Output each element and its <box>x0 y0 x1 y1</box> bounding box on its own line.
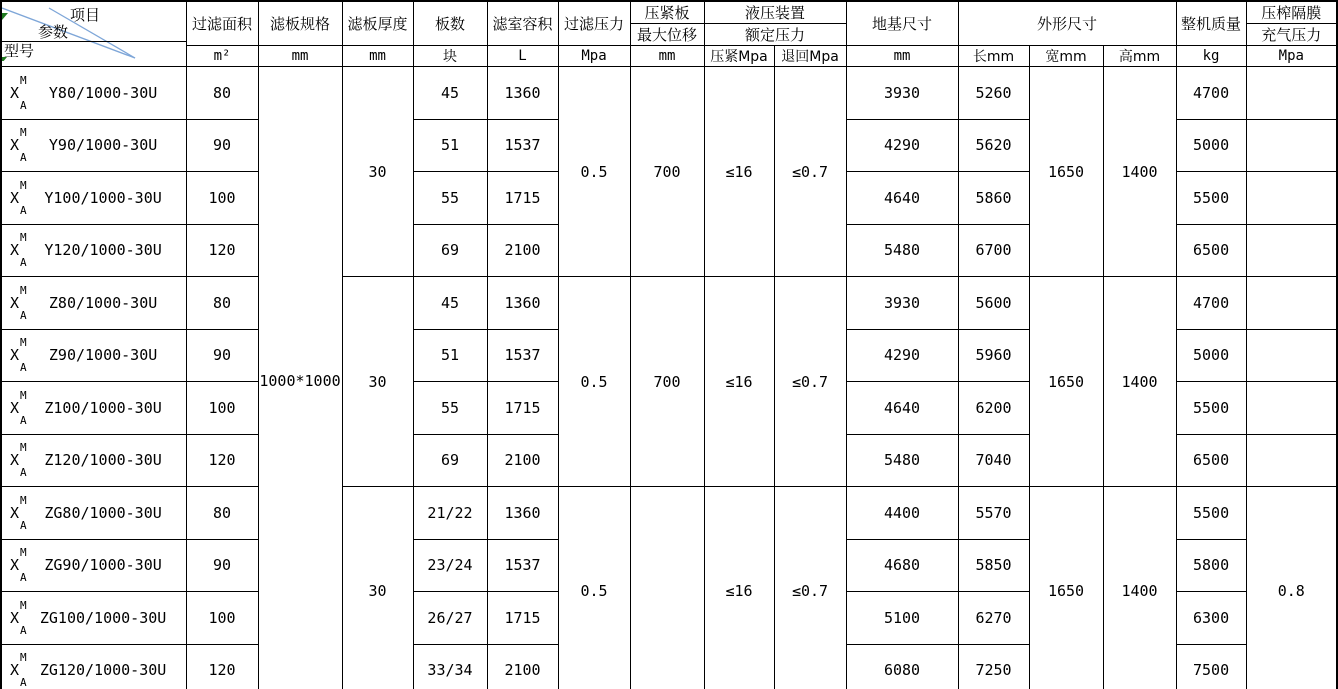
chamber-volume-cell: 1537 <box>487 329 558 382</box>
plate-thickness-cell: 30 <box>342 67 413 277</box>
corner-header-cell <box>1 1 186 67</box>
model-number: ZG90/1000-30U <box>44 556 162 575</box>
plate-count-cell: 55 <box>413 382 487 435</box>
header-filter-pressure: 过滤压力 <box>558 1 630 46</box>
plate-thickness-cell: 30 <box>342 277 413 487</box>
length-cell: 5260 <box>958 67 1029 120</box>
diaphragm-pressure-cell <box>1246 329 1337 382</box>
chamber-volume-cell: 1537 <box>487 119 558 172</box>
table-row <box>1 487 1337 540</box>
chamber-volume-cell: 2100 <box>487 644 558 689</box>
model-prefix: X M A <box>10 283 27 322</box>
max-displacement-cell: 700 <box>630 67 704 277</box>
height-cell: 1400 <box>1103 277 1176 487</box>
header-plate-thickness: 滤板厚度 <box>342 1 413 46</box>
header-foundation: 地基尺寸 <box>846 1 958 46</box>
weight-cell: 4700 <box>1176 67 1246 120</box>
header-diaphragm-line2: 充气压力 <box>1246 24 1337 46</box>
diaphragm-pressure-cell <box>1246 434 1337 487</box>
filter-area-cell: 100 <box>186 172 258 225</box>
foundation-cell: 4680 <box>846 539 958 592</box>
unit-filter-pressure: Mpa <box>558 46 630 67</box>
model-prefix: X M A <box>10 651 27 689</box>
model-number: ZG80/1000-30U <box>44 503 162 522</box>
unit-plate-count: 块 <box>413 46 487 67</box>
corner-label-param: 参数 <box>38 23 69 41</box>
filter-area-cell: 80 <box>186 487 258 540</box>
foundation-cell: 5480 <box>846 434 958 487</box>
weight-cell: 6500 <box>1176 224 1246 277</box>
diaphragm-pressure-cell <box>1246 224 1337 277</box>
width-cell: 1650 <box>1029 67 1103 277</box>
weight-cell: 6500 <box>1176 434 1246 487</box>
table-row <box>1 67 1337 120</box>
model-number: Y90/1000-30U <box>48 136 158 155</box>
length-cell: 6270 <box>958 592 1029 645</box>
plate-thickness-cell: 30 <box>342 487 413 689</box>
foundation-cell: 4290 <box>846 329 958 382</box>
plate-count-cell: 21/22 <box>413 487 487 540</box>
chamber-volume-cell: 2100 <box>487 224 558 277</box>
plate-spec-cell: 1000*1000 <box>258 67 342 689</box>
plate-count-cell: 69 <box>413 224 487 277</box>
cell-indicator-icon <box>2 13 8 20</box>
unit-plate-spec: mm <box>258 46 342 67</box>
model-cell <box>1 539 186 592</box>
length-cell: 5850 <box>958 539 1029 592</box>
filter-area-cell: 80 <box>186 67 258 120</box>
header-hydraulic-line1: 液压装置 <box>704 1 846 24</box>
chamber-volume-cell: 1537 <box>487 539 558 592</box>
diaphragm-pressure-cell <box>1246 172 1337 225</box>
length-cell: 6700 <box>958 224 1029 277</box>
filter-area-cell: 80 <box>186 277 258 330</box>
weight-cell: 5500 <box>1176 382 1246 435</box>
model-cell <box>1 434 186 487</box>
weight-cell: 5000 <box>1176 119 1246 172</box>
foundation-cell: 5100 <box>846 592 958 645</box>
foundation-cell: 4640 <box>846 382 958 435</box>
unit-foundation: mm <box>846 46 958 67</box>
table-row <box>1 277 1337 330</box>
foundation-cell: 3930 <box>846 277 958 330</box>
model-cell <box>1 592 186 645</box>
model-number: Z80/1000-30U <box>48 293 158 312</box>
length-cell: 7250 <box>958 644 1029 689</box>
length-cell: 5620 <box>958 119 1029 172</box>
weight-cell: 5500 <box>1176 487 1246 540</box>
return-pressure-cell: ≤0.7 <box>774 67 846 277</box>
length-cell: 5570 <box>958 487 1029 540</box>
foundation-cell: 4400 <box>846 487 958 540</box>
model-number: Y100/1000-30U <box>44 188 162 207</box>
corner-label-model: 型号 <box>4 42 35 60</box>
filter-area-cell: 120 <box>186 434 258 487</box>
unit-area: m² <box>186 46 258 67</box>
max-displacement-cell: 700 <box>630 277 704 487</box>
plate-count-cell: 45 <box>413 277 487 330</box>
plate-count-cell: 51 <box>413 119 487 172</box>
unit-dim-width: 宽mm <box>1029 46 1103 67</box>
height-cell: 1400 <box>1103 487 1176 689</box>
model-cell <box>1 329 186 382</box>
width-cell: 1650 <box>1029 487 1103 689</box>
model-prefix: X M A <box>10 178 27 217</box>
model-number: Z120/1000-30U <box>44 451 162 470</box>
length-cell: 6200 <box>958 382 1029 435</box>
filter-area-cell: 120 <box>186 644 258 689</box>
model-number: Y80/1000-30U <box>48 83 158 102</box>
unit-chamber-volume: L <box>487 46 558 67</box>
chamber-volume-cell: 1715 <box>487 592 558 645</box>
model-prefix: X M A <box>10 388 27 427</box>
chamber-volume-cell: 1360 <box>487 67 558 120</box>
diaphragm-pressure-cell <box>1246 119 1337 172</box>
weight-cell: 5500 <box>1176 172 1246 225</box>
filter-area-cell: 90 <box>186 119 258 172</box>
plate-count-cell: 69 <box>413 434 487 487</box>
model-number: Z90/1000-30U <box>48 346 158 365</box>
model-prefix: X M A <box>10 493 27 532</box>
foundation-cell: 4640 <box>846 172 958 225</box>
max-displacement-cell <box>630 487 704 689</box>
diaphragm-pressure-cell <box>1246 277 1337 330</box>
model-prefix: X M A <box>10 598 27 637</box>
weight-cell: 7500 <box>1176 644 1246 689</box>
weight-cell: 5000 <box>1176 329 1246 382</box>
height-cell: 1400 <box>1103 67 1176 277</box>
chamber-volume-cell: 1715 <box>487 382 558 435</box>
length-cell: 7040 <box>958 434 1029 487</box>
chamber-volume-cell: 1360 <box>487 277 558 330</box>
foundation-cell: 5480 <box>846 224 958 277</box>
unit-dim-height: 高mm <box>1103 46 1176 67</box>
return-pressure-cell: ≤0.7 <box>774 487 846 689</box>
filter-pressure-cell: 0.5 <box>558 277 630 487</box>
plate-count-cell: 23/24 <box>413 539 487 592</box>
model-number: ZG100/1000-30U <box>39 608 167 627</box>
plate-count-cell: 51 <box>413 329 487 382</box>
chamber-volume-cell: 1360 <box>487 487 558 540</box>
model-number: Y120/1000-30U <box>44 241 162 260</box>
diaphragm-pressure-cell <box>1246 382 1337 435</box>
foundation-cell: 4290 <box>846 119 958 172</box>
filter-area-cell: 90 <box>186 539 258 592</box>
model-cell <box>1 172 186 225</box>
model-number: Z100/1000-30U <box>44 398 162 417</box>
unit-press-plate: mm <box>630 46 704 67</box>
header-press-plate-line1: 压紧板 <box>630 1 704 24</box>
corner-label-item: 项目 <box>70 6 101 24</box>
plate-count-cell: 55 <box>413 172 487 225</box>
unit-hyd-press: 压紧Mpa <box>704 46 774 67</box>
plate-count-cell: 26/27 <box>413 592 487 645</box>
length-cell: 5860 <box>958 172 1029 225</box>
header-diaphragm-line1: 压榨隔膜 <box>1246 1 1337 24</box>
header-filter-area: 过滤面积 <box>186 1 258 46</box>
model-cell <box>1 119 186 172</box>
foundation-cell: 6080 <box>846 644 958 689</box>
diaphragm-pressure-cell: 0.8 <box>1246 487 1337 689</box>
filter-area-cell: 120 <box>186 224 258 277</box>
length-cell: 5960 <box>958 329 1029 382</box>
header-plate-spec: 滤板规格 <box>258 1 342 46</box>
model-cell <box>1 644 186 689</box>
header-hydraulic-line2: 额定压力 <box>704 24 846 46</box>
weight-cell: 5800 <box>1176 539 1246 592</box>
unit-plate-thickness: mm <box>342 46 413 67</box>
diaphragm-pressure-cell <box>1246 67 1337 120</box>
plate-count-cell: 33/34 <box>413 644 487 689</box>
unit-hyd-return: 退回Mpa <box>774 46 846 67</box>
width-cell: 1650 <box>1029 277 1103 487</box>
return-pressure-cell: ≤0.7 <box>774 277 846 487</box>
model-prefix: X M A <box>10 73 27 112</box>
filter-area-cell: 100 <box>186 592 258 645</box>
model-cell <box>1 67 186 120</box>
unit-diaphragm: Mpa <box>1246 46 1337 67</box>
clamp-pressure-cell: ≤16 <box>704 487 774 689</box>
clamp-pressure-cell: ≤16 <box>704 277 774 487</box>
chamber-volume-cell: 1715 <box>487 172 558 225</box>
header-chamber-volume: 滤室容积 <box>487 1 558 46</box>
header-weight: 整机质量 <box>1176 1 1246 46</box>
length-cell: 5600 <box>958 277 1029 330</box>
clamp-pressure-cell: ≤16 <box>704 67 774 277</box>
model-cell <box>1 382 186 435</box>
model-prefix: X M A <box>10 336 27 375</box>
model-prefix: X M A <box>10 546 27 585</box>
model-number: ZG120/1000-30U <box>39 661 167 679</box>
model-prefix: X M A <box>10 126 27 165</box>
chamber-volume-cell: 2100 <box>487 434 558 487</box>
filter-area-cell: 90 <box>186 329 258 382</box>
header-plate-count: 板数 <box>413 1 487 46</box>
plate-count-cell: 45 <box>413 67 487 120</box>
unit-weight: kg <box>1176 46 1246 67</box>
model-cell <box>1 487 186 540</box>
model-prefix: X M A <box>10 441 27 480</box>
weight-cell: 4700 <box>1176 277 1246 330</box>
filter-pressure-cell: 0.5 <box>558 67 630 277</box>
model-prefix: X M A <box>10 231 27 270</box>
model-cell <box>1 224 186 277</box>
weight-cell: 6300 <box>1176 592 1246 645</box>
model-cell <box>1 277 186 330</box>
header-dimensions: 外形尺寸 <box>958 1 1176 46</box>
filter-pressure-cell: 0.5 <box>558 487 630 689</box>
unit-dim-length: 长mm <box>958 46 1029 67</box>
foundation-cell: 3930 <box>846 67 958 120</box>
header-press-plate-line2: 最大位移 <box>630 24 704 46</box>
filter-area-cell: 100 <box>186 382 258 435</box>
